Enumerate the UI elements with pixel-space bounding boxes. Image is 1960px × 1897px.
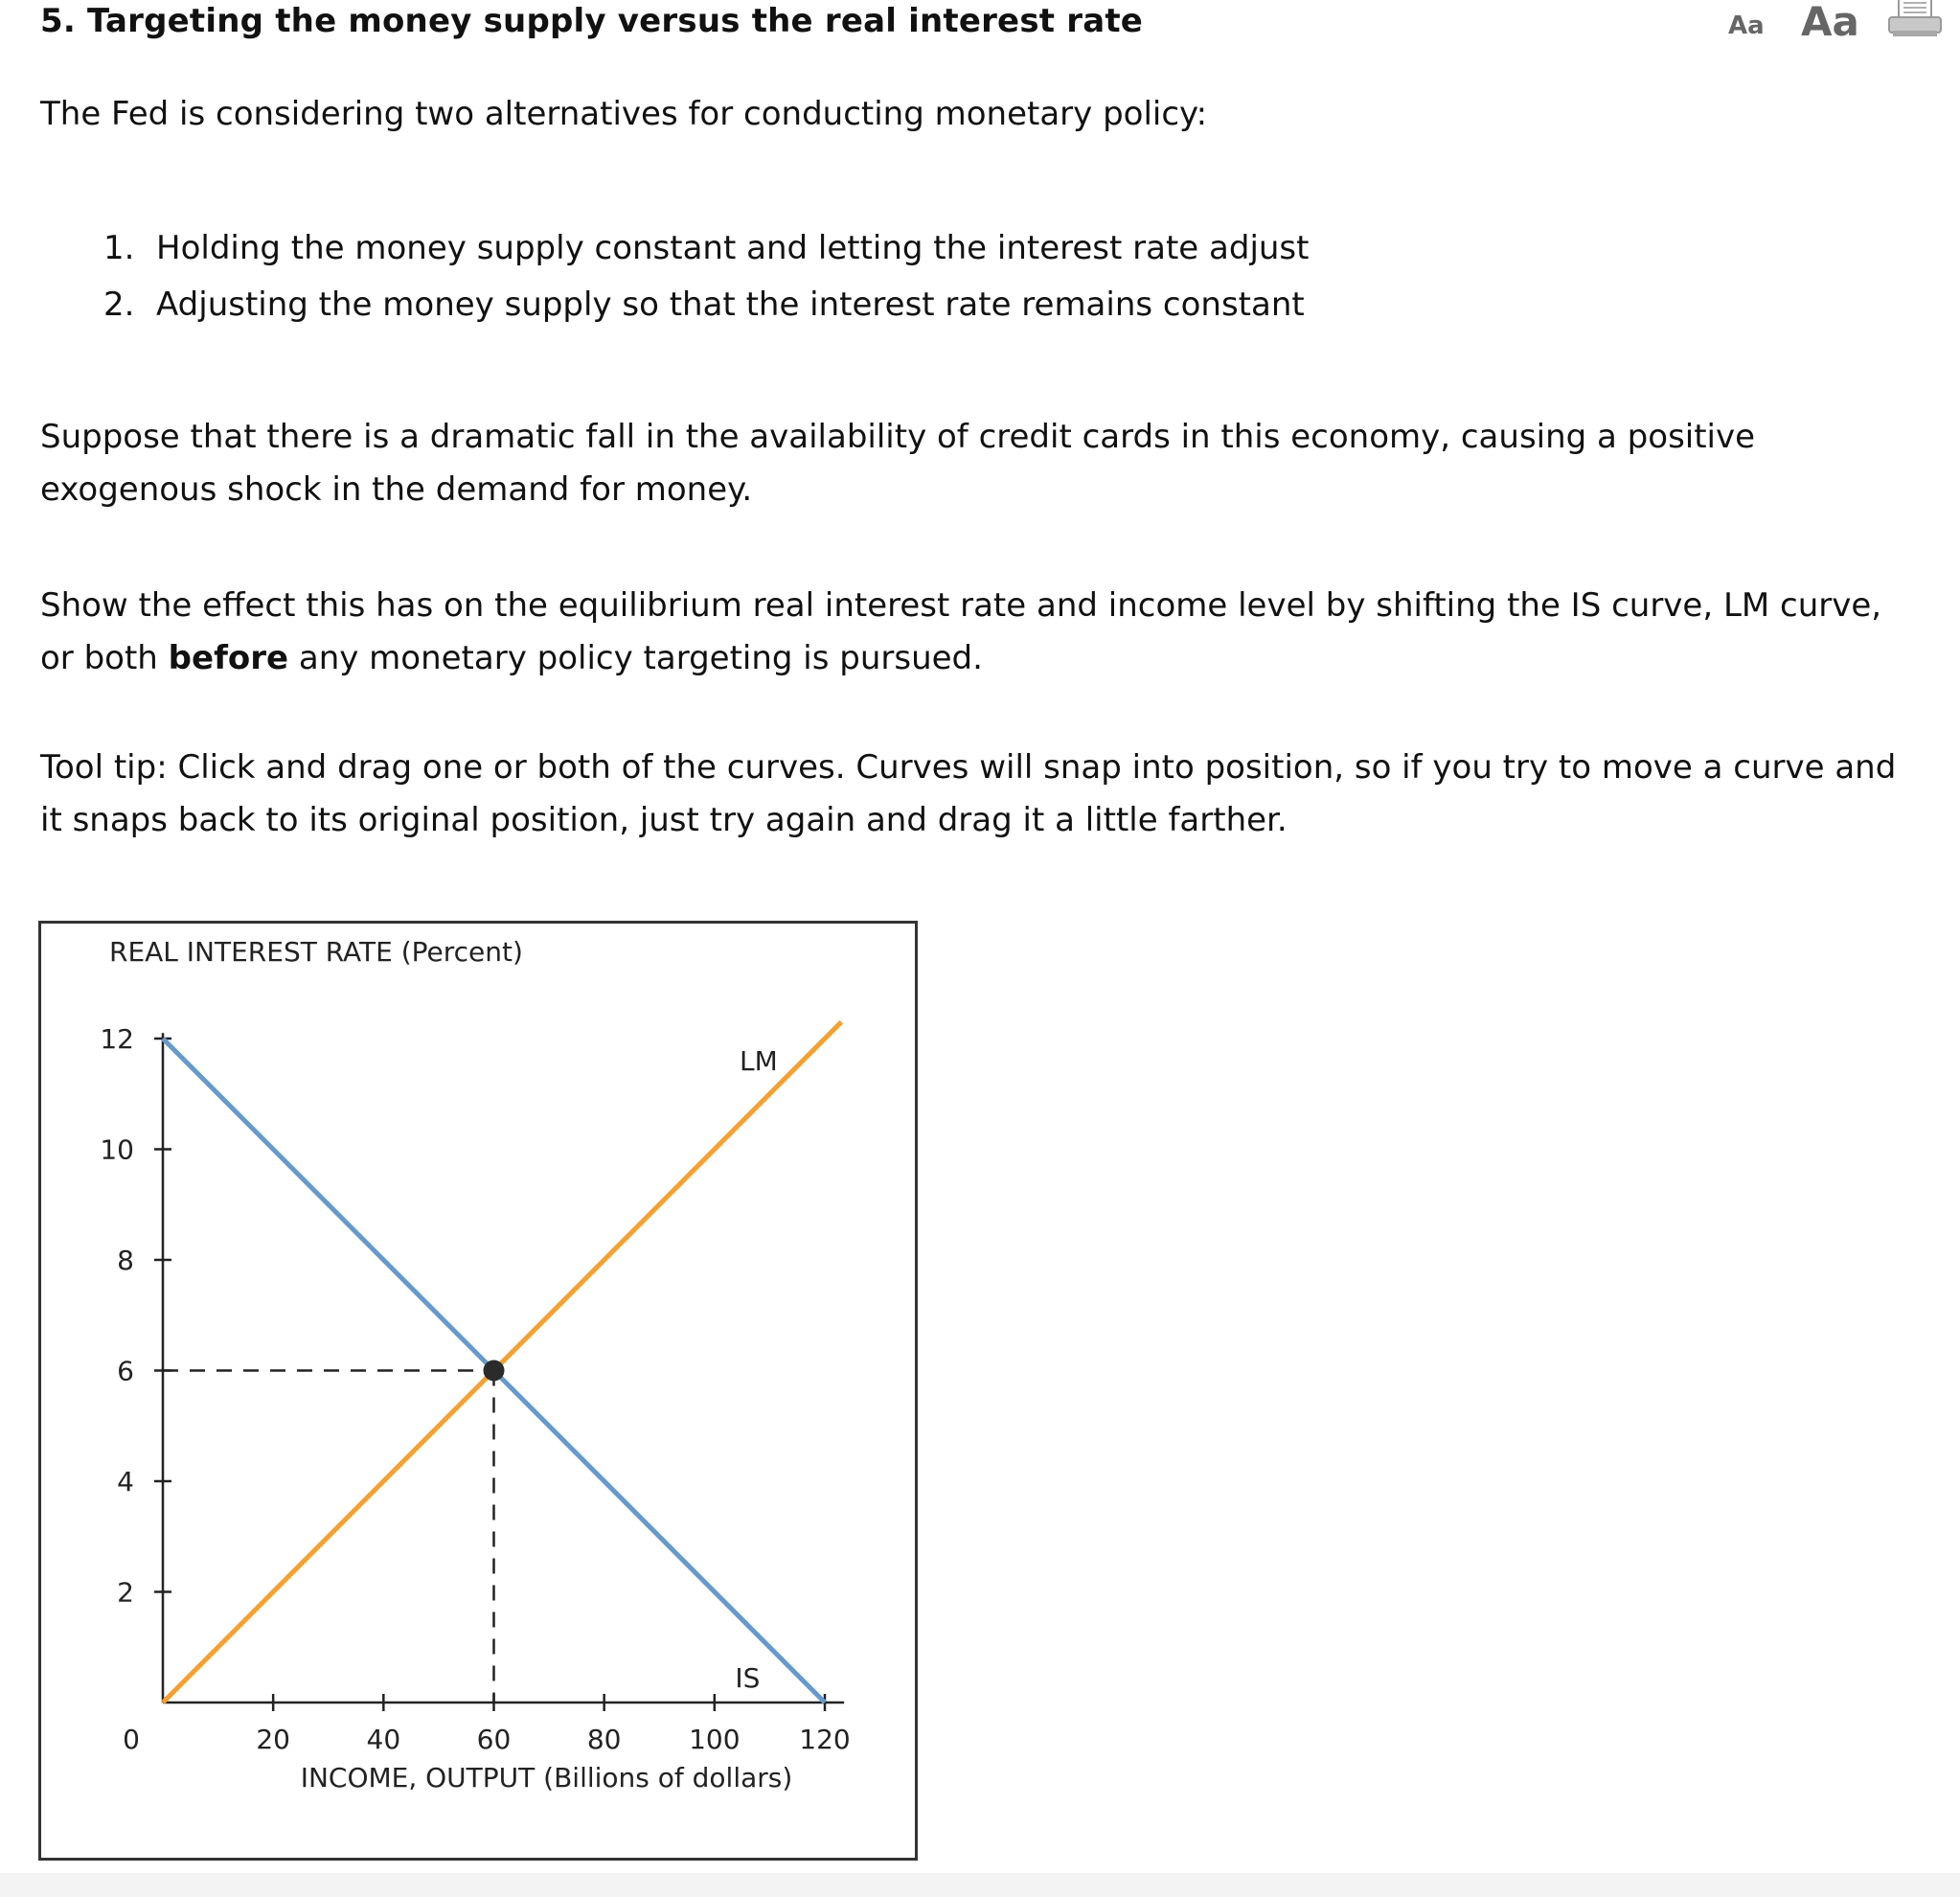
instruction-part: Show the effect this has on the equilibrium real interest rate and income level by shifting the IS curve, LM curve, or both	[40, 586, 1882, 677]
list-item-text: Adjusting the money supply so that the interest rate remains constant	[156, 286, 1305, 324]
y-tick-label: 8	[117, 1245, 134, 1276]
list-item-number: 1.	[103, 229, 135, 267]
x-tick-label: 20	[256, 1724, 290, 1755]
list-item	[103, 277, 1309, 333]
origin-label: 0	[123, 1724, 140, 1755]
intro-text: The Fed is considering two alternatives for conducting monetary policy:	[40, 95, 1208, 133]
lm-curve[interactable]	[163, 1022, 841, 1703]
x-tick-label: 120	[799, 1724, 851, 1755]
lm-label: LM	[740, 1045, 778, 1078]
x-tick-label: 40	[366, 1724, 401, 1755]
list-item-text: Holding the money supply constant and letting the interest rate adjust	[156, 229, 1310, 267]
decrease-font-button[interactable]: Aa	[1728, 11, 1765, 40]
y-tick-label: 6	[117, 1355, 134, 1387]
is-label: IS	[735, 1662, 761, 1695]
instruction-emphasis: before	[168, 639, 289, 677]
increase-font-button[interactable]: Aa	[1801, 0, 1859, 45]
is-lm-graph[interactable]	[38, 921, 918, 1861]
list-item-number: 2.	[103, 286, 135, 324]
toolbar	[1715, 0, 1960, 48]
tooltip-text: Tool tip: Click and drag one or both of the curves. Curves will snap into position, so if you try to move a curve and it snaps back to its original position, just try again and drag it a little farther.	[40, 748, 1897, 839]
equilibrium-point	[484, 1360, 505, 1382]
instruction-part: any monetary policy targeting is pursued.	[288, 639, 983, 677]
list-item	[103, 220, 1309, 277]
alternatives-list	[103, 220, 1309, 333]
print-icon[interactable]	[1887, 0, 1943, 38]
scenario-text: Suppose that there is a dramatic fall in the availability of credit cards in this economy, causing a positive exogenous shock in the demand for money.	[40, 418, 1756, 509]
x-axis-label: INCOME, OUTPUT (Billions of dollars)	[300, 1762, 793, 1794]
x-tick-label: 80	[586, 1724, 622, 1755]
x-tick-label: 60	[476, 1724, 512, 1755]
y-axis-label: REAL INTEREST RATE (Percent)	[109, 936, 523, 968]
instruction-text	[40, 580, 1918, 685]
question-title: 5. Targeting the money supply versus the real interest rate	[40, 2, 1144, 40]
bottom-strip	[0, 1873, 1960, 1897]
y-tick-label: 4	[117, 1466, 134, 1497]
y-tick-label: 10	[100, 1133, 134, 1166]
y-tick-label: 2	[117, 1576, 134, 1609]
x-tick-label: 100	[689, 1724, 741, 1755]
y-tick-label: 12	[100, 1023, 134, 1055]
